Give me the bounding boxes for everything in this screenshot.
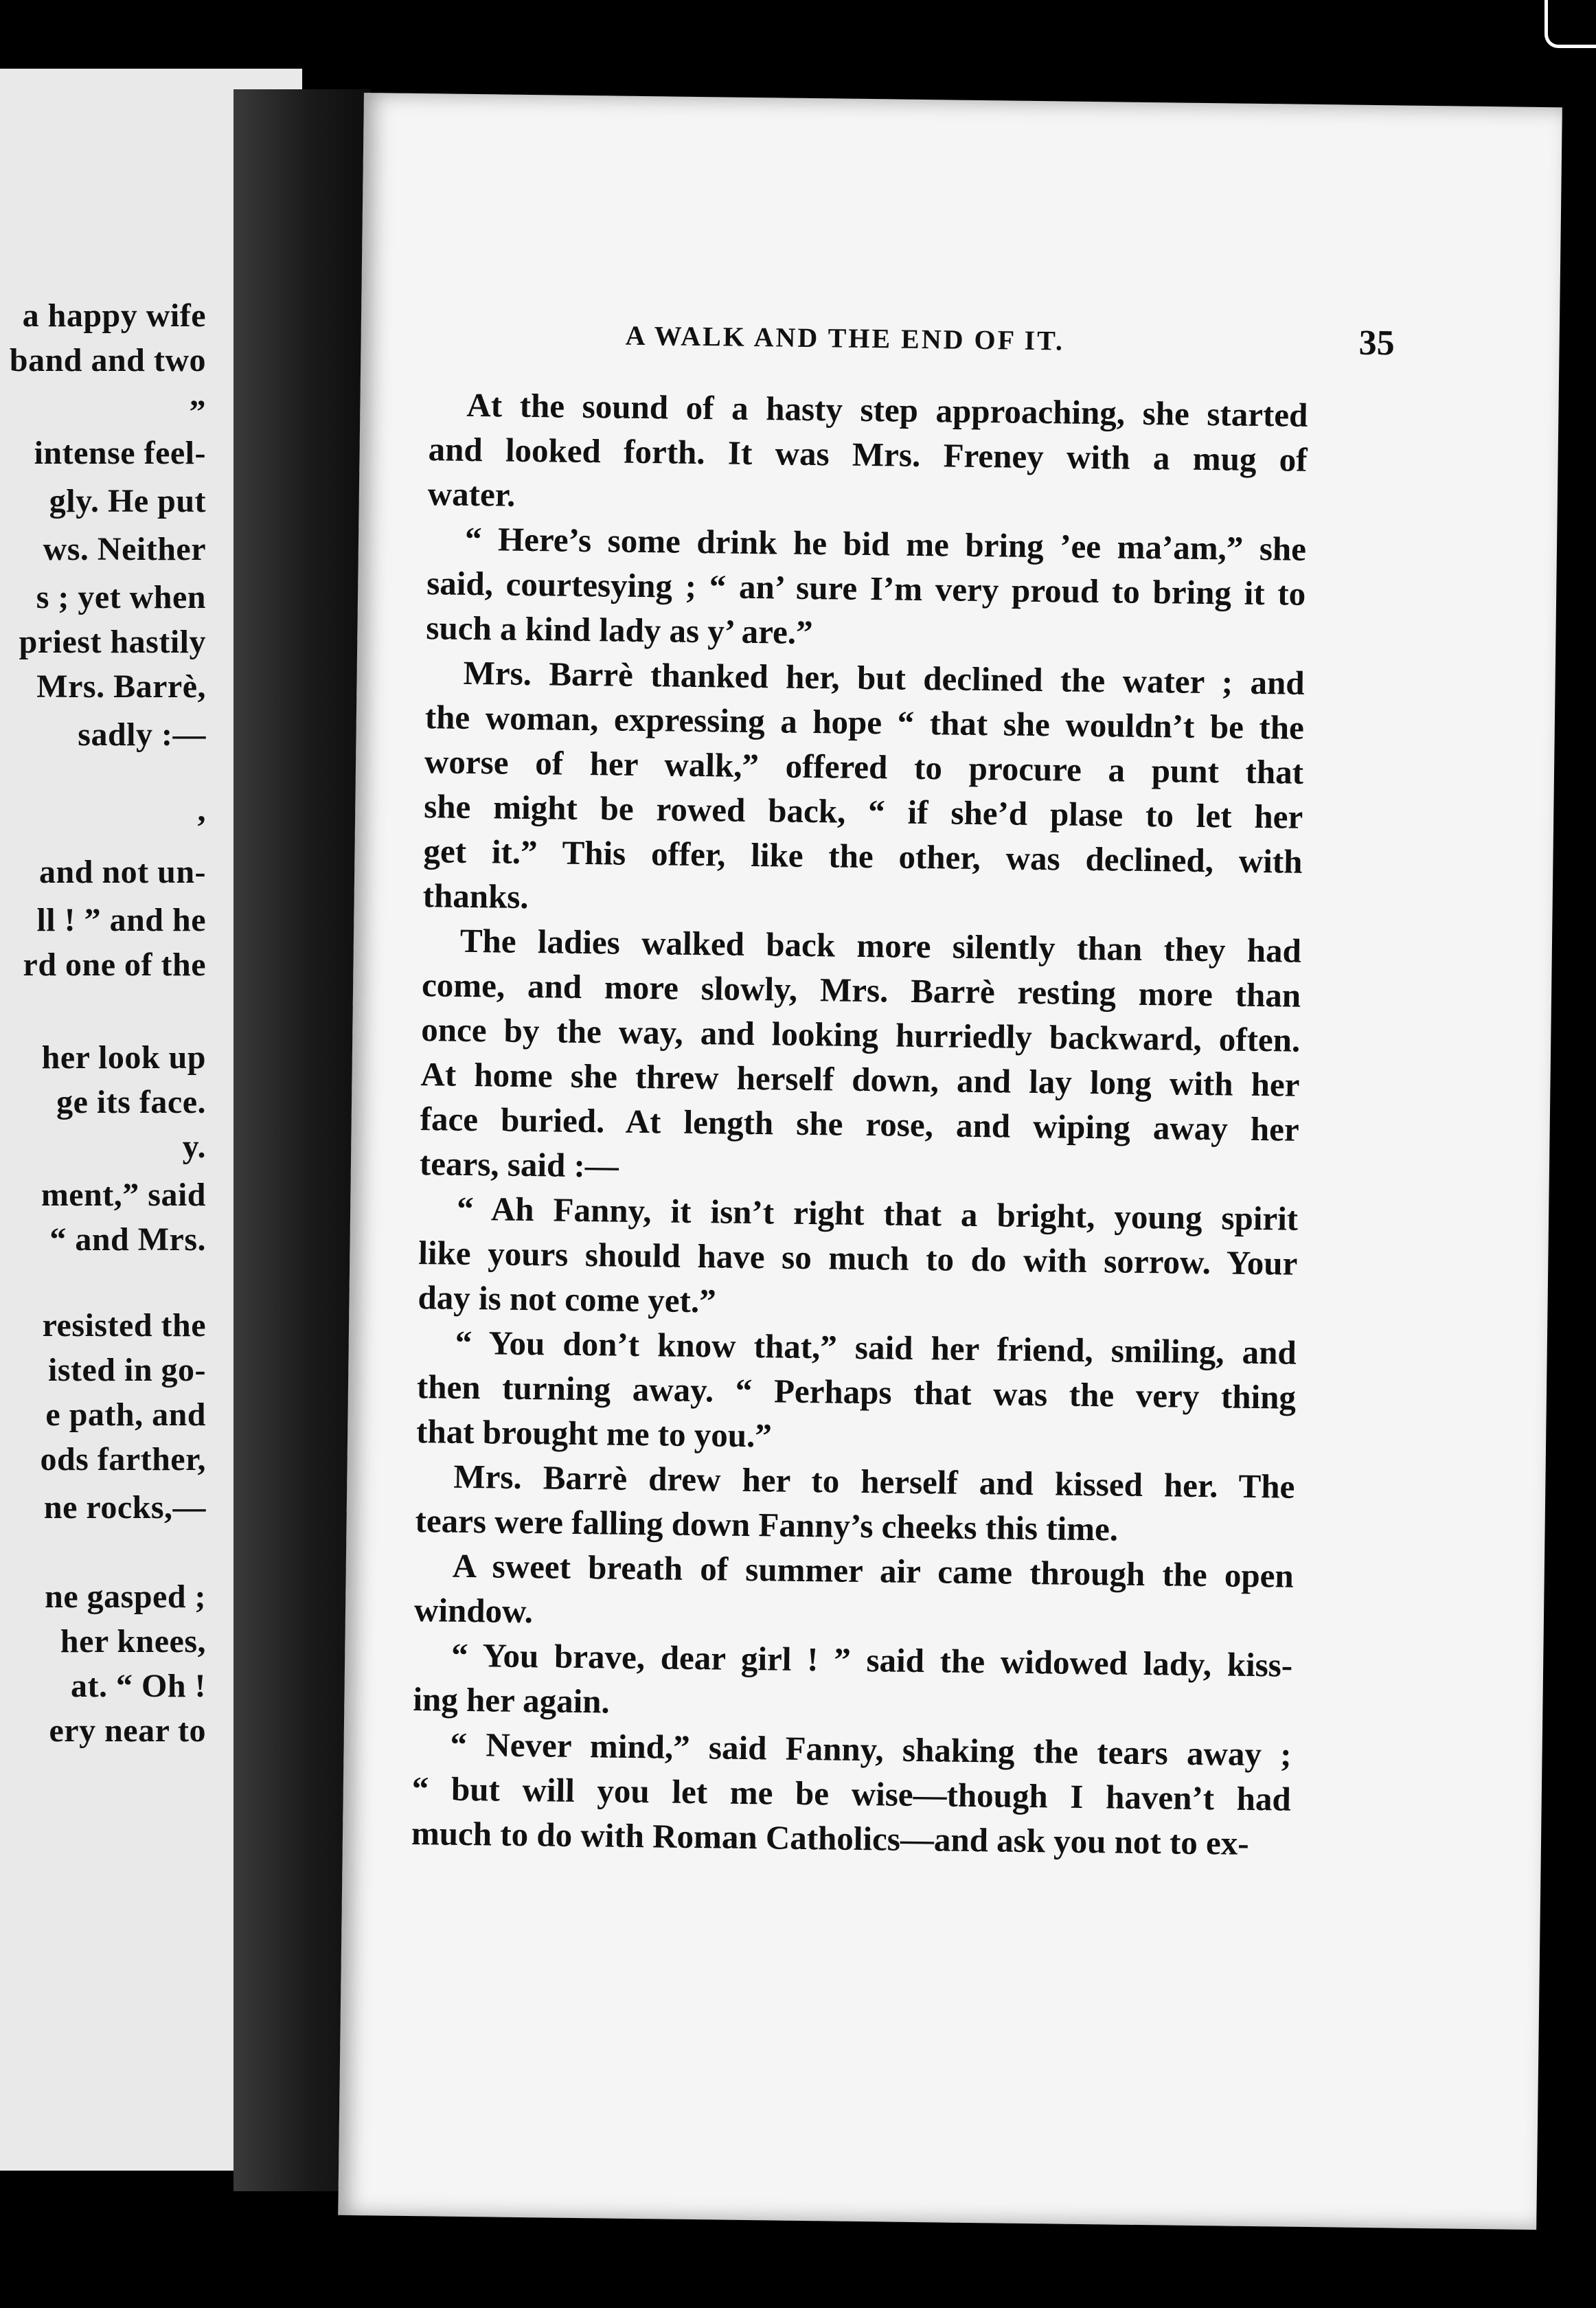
text-line: thanks. bbox=[422, 876, 529, 916]
text-line: The ladies walked back more silently than they had bbox=[459, 921, 1302, 970]
paragraph bbox=[415, 1453, 1295, 1554]
text-line: window. bbox=[413, 1591, 534, 1631]
facing-page-line: ws. Neither bbox=[43, 531, 206, 567]
text-line: day is not come yet.” bbox=[418, 1278, 717, 1320]
text-line: then turning away. “ Perhaps that was the very thing bbox=[416, 1368, 1297, 1416]
facing-page-line: Mrs. Barrè, bbox=[36, 668, 206, 705]
text-line: that brought me to you.” bbox=[415, 1412, 773, 1455]
facing-page-line: , bbox=[197, 792, 206, 828]
facing-page-line: y. bbox=[182, 1129, 206, 1165]
body-text bbox=[411, 382, 1308, 1866]
facing-page-line: her knees, bbox=[60, 1623, 206, 1660]
text-line: “ Here’s some drink he bid me bring ’ee ma’am,” she bbox=[464, 519, 1307, 568]
text-line: tears, said :— bbox=[419, 1144, 619, 1185]
facing-page-line: isted in go- bbox=[47, 1352, 206, 1388]
facing-page-line: and not un- bbox=[39, 854, 206, 890]
page-header bbox=[625, 319, 1395, 370]
text-line: tears were falling down Fanny’s cheeks this time. bbox=[415, 1502, 1119, 1548]
text-line: “ You don’t know that,” said her friend, smiling, and bbox=[455, 1323, 1297, 1372]
facing-page-line: ment,” said bbox=[41, 1177, 206, 1213]
book-page bbox=[338, 93, 1562, 2230]
text-line: and looked forth. It was Mrs. Freney with a mug of bbox=[428, 430, 1308, 479]
facing-page-line: sadly :— bbox=[78, 716, 206, 753]
paragraph bbox=[420, 918, 1302, 1197]
paragraph bbox=[411, 1721, 1292, 1866]
facing-page-line: ll ! ” and he bbox=[36, 902, 206, 938]
text-line: get it.” This offer, like the other, was declined, with bbox=[423, 832, 1303, 881]
paragraph bbox=[413, 1632, 1292, 1732]
facing-page-line: ” bbox=[189, 394, 206, 430]
text-line: said, courtesying ; “ an’ sure I’m very proud to bring it to bbox=[426, 564, 1306, 613]
text-line: much to do with Roman Catholics—and ask you not to ex- bbox=[411, 1814, 1250, 1862]
text-line: Mrs. Barrè thanked her, but declined the water ; and bbox=[463, 653, 1305, 702]
scanner-corner-mark bbox=[1544, 0, 1596, 48]
text-line: the woman, expressing a hope “ that she wouldn’t be the bbox=[424, 698, 1305, 747]
text-line: Mrs. Barrè drew her to herself and kissed her. The bbox=[453, 1457, 1295, 1506]
facing-page-line: s ; yet when bbox=[36, 579, 206, 615]
running-title: A WALK AND THE END OF IT. bbox=[625, 319, 1065, 357]
facing-page-line: gly. He put bbox=[49, 483, 206, 519]
facing-page-line: ods farther, bbox=[40, 1441, 206, 1478]
text-line: once by the way, and looking hurriedly backward, often. bbox=[421, 1010, 1301, 1059]
text-line: such a kind lady as y’ are.” bbox=[426, 609, 813, 652]
text-line: At home she threw herself down, and lay long with her bbox=[420, 1055, 1300, 1104]
text-line: A sweet breath of summer air came through the open bbox=[452, 1546, 1295, 1595]
paragraph bbox=[414, 1543, 1294, 1643]
text-line: “ but will you let me be wise—though I haven’t had bbox=[411, 1769, 1292, 1818]
text-line: “ You brave, dear girl ! ” said the widowed lady, kiss- bbox=[451, 1636, 1293, 1684]
facing-page-line: ge its face. bbox=[56, 1084, 206, 1120]
paragraph bbox=[422, 650, 1305, 929]
paragraph bbox=[427, 382, 1308, 527]
text-line: “ Never mind,” said Fanny, shaking the tears away ; bbox=[450, 1725, 1292, 1774]
facing-page-line: band and two bbox=[9, 342, 206, 378]
facing-page-line: at. “ Oh ! bbox=[71, 1668, 206, 1704]
text-line: come, and more slowly, Mrs. Barrè resting more than bbox=[421, 966, 1301, 1015]
text-line: “ Ah Fanny, it isn’t right that a bright, young spirit bbox=[456, 1189, 1299, 1238]
facing-page-line: priest hastily bbox=[19, 624, 206, 660]
facing-page-line: ery near to bbox=[49, 1712, 206, 1749]
text-line: ing her again. bbox=[413, 1680, 611, 1721]
text-line: worse of her walk,” offered to procure a punt that bbox=[424, 743, 1304, 791]
facing-page-line: her look up bbox=[41, 1039, 206, 1076]
text-line: she might be rowed back, “ if she’d plase to let her bbox=[423, 787, 1303, 836]
text-line: water. bbox=[427, 475, 516, 514]
facing-page-line: a happy wife bbox=[22, 297, 206, 334]
facing-page-line: rd one of the bbox=[23, 947, 206, 983]
paragraph bbox=[426, 516, 1306, 661]
facing-page-line: intense feel- bbox=[34, 435, 206, 471]
text-line: like yours should have so much to do with sorrow. Your bbox=[418, 1234, 1298, 1282]
facing-page-line: e path, and bbox=[45, 1396, 206, 1433]
text-line: At the sound of a hasty step approaching, she started bbox=[466, 385, 1308, 434]
facing-page-line: ne rocks,— bbox=[43, 1489, 206, 1526]
facing-page-line: ne gasped ; bbox=[45, 1579, 206, 1615]
text-line: face buried. At length she rose, and wiping away her bbox=[420, 1100, 1299, 1149]
page-number: 35 bbox=[1358, 323, 1395, 363]
facing-page-line: “ and Mrs. bbox=[49, 1221, 206, 1258]
facing-page-line: resisted the bbox=[42, 1307, 206, 1344]
paragraph bbox=[416, 1320, 1297, 1464]
paragraph bbox=[418, 1186, 1298, 1331]
